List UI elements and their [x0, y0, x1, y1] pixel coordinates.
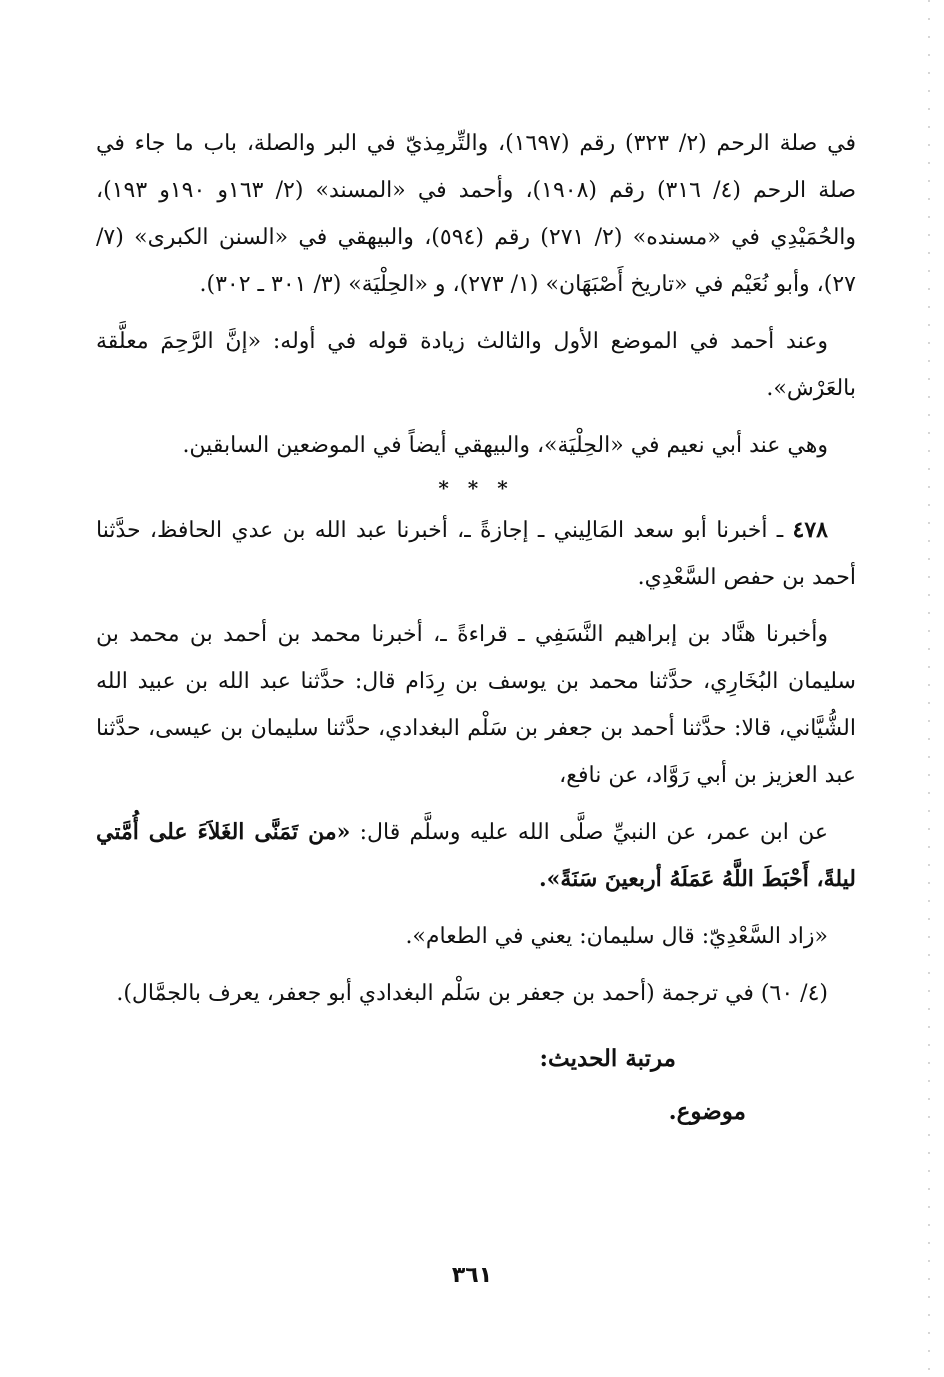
- page-number: ٣٦١: [451, 1263, 493, 1288]
- section-separator: * * *: [438, 476, 514, 500]
- hadith-478-chain: [96, 507, 856, 601]
- hadith-number: ٤٧٨: [792, 517, 828, 543]
- hadith-intro: عن ابن عمر، عن النبيِّ صلَّى الله عليه وسلَّم قال:: [350, 820, 828, 845]
- paragraph-ahmad-addition: وعند أحمد في الموضع الأول والثالث زيادة قوله في أوله: «إنَّ الرَّحِمَ معلَّقة بالعَرْش».: [96, 329, 856, 401]
- hadith-chain-text: ـ أخبرنا أبو سعد المَالِيني ـ إجازةً ـ، أخبرنا عبد الله بن عدي الحافظ، حدَّثنا أحمد بن حفص السَّعْدِي.: [96, 518, 856, 590]
- paragraph-hadith-text: [96, 809, 856, 903]
- page-body: [96, 120, 856, 1135]
- paragraph-second-chain: وأخبرنا هنَّاد بن إبراهيم النَّسَفِي ـ قراءةً ـ، أخبرنا محمد بن أحمد بن محمد بن سليمان البُخَارِي، حدَّثنا محمد بن يوسف بن رِدَام قال: حدَّثنا عبد الله بن عبيد الله الشُّيَّاني، قالا: حدَّثنا أحمد بن جعفر بن سَلْم البغدادي، حدَّثنا سليمان بن عيسى، حدَّثنا عبد العزيز بن أبي رَوَّاد، عن نافع،: [96, 622, 856, 788]
- paragraph-source-reference: (٤/ ٦٠) في ترجمة (أحمد بن جعفر بن سَلْم البغدادي أبو جعفر، يعرف بالجمَّال).: [116, 981, 828, 1006]
- hadith-grade: موضوع.: [668, 1098, 746, 1125]
- footnote-continuation: في صلة الرحم (٢/ ٣٢٣) رقم (١٦٩٧)، والتِّرمِذيّ في البر والصلة، باب ما جاء في صلة الرحم (٤/ ٣١٦) رقم (١٩٠٨)، وأحمد في «المسند» (٢/ ١٦٣و ١٩٠و ١٩٣)، والحُمَيْدِي في «مسنده» (٢/ ٢٧١) رقم (٥٩٤)، والبيهقي في «السنن الكبرى» (٧/ ٢٧)، وأبو نُعَيْم في «تاريخ أَصْبَهَان» (١/ ٢٧٣)، و «الحِلْيَة» (٣/ ٣٠١ ـ ٣٠٢).: [96, 131, 857, 297]
- hadith-quote: «من تَمَنَّى الغَلاَءَ على أُمَّتي ليلةً، أَحْبَطَ اللَّهُ عَمَلَهُ أربعينَ سَنَةً».: [96, 819, 856, 892]
- section-heading: مرتبة الحديث:: [539, 1045, 676, 1072]
- page-edge-dots: [928, 0, 930, 1377]
- paragraph-abu-nuaym: وهي عند أبي نعيم في «الحِلْيَة»، والبيهقي أيضاً في الموضعين السابقين.: [182, 433, 828, 458]
- paragraph-addition: «زاد السَّعْدِيّ: قال سليمان: يعني في الطعام».: [405, 924, 828, 949]
